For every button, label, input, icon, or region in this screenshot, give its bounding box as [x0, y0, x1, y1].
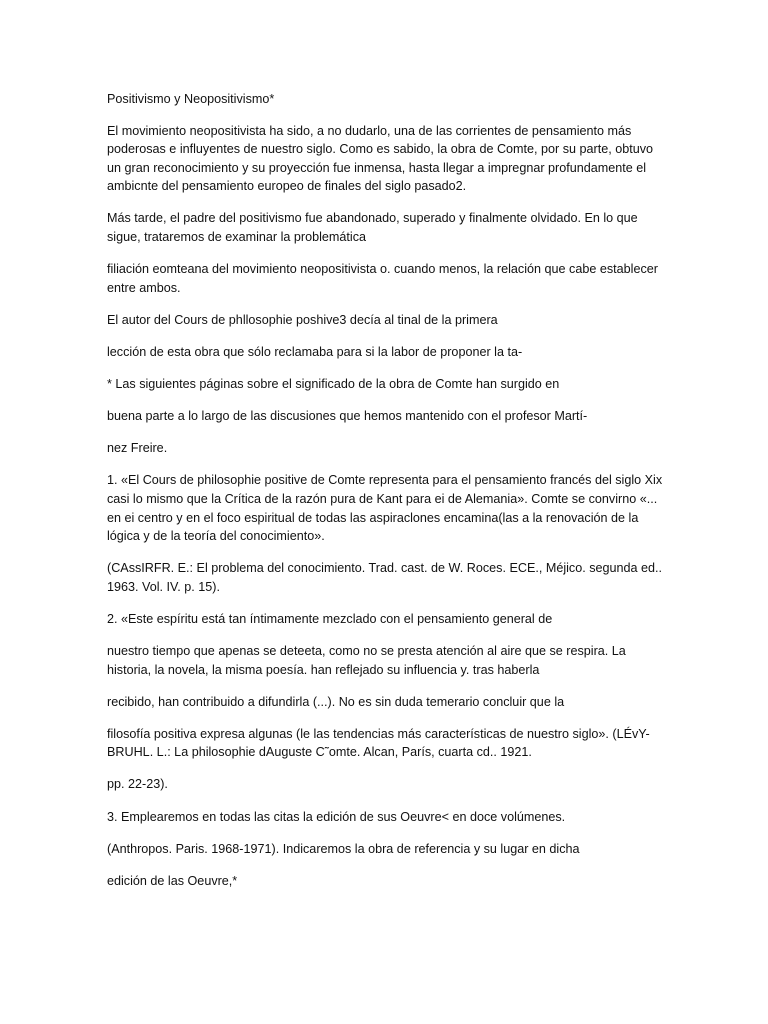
- footnote-3-end: edición de las Oeuvre,*: [107, 873, 238, 888]
- footnote-1-citation: (CAssIRFR. E.: El problema del conocimiento. Trad. cast. de W. Roces. ECE., Méjico. segunda ed.. 1963. Vol. IV. p. 15).: [107, 561, 663, 594]
- footnote-star-end: nez Freire.: [107, 441, 168, 456]
- paragraph: filiación eomteana del movimiento neopositivista o. cuando menos, la relación que cabe establecer entre ambos.: [107, 262, 658, 295]
- footnote-2-cont: filosofía positiva expresa algunas (le las tendencias más características de nuestro siglo». (LÉvY-BRUHL. L.: La philosophie dAuguste C˜omte. Alcan, París, cuarta cd.. 1921.: [107, 726, 650, 760]
- footnote-3-cont: (Anthropos. Paris. 1968-1971). Indicaremos la obra de referencia y su lugar en dicha: [107, 841, 580, 856]
- paragraph: Más tarde, el padre del positivismo fue abandonado, superado y finalmente olvidado. En lo que sigue, trataremos de examinar la problemática: [107, 211, 638, 245]
- footnote-2-pages: pp. 22-23).: [107, 777, 168, 792]
- paragraph: El autor del Cours de phllosophie poshive3 decía al tinal de la primera: [107, 312, 498, 327]
- footnote-star-cont: buena parte a lo largo de las discusiones que hemos mantenido con el profesor Martí-: [107, 409, 588, 424]
- footnote-1: 1. «El Cours de philosophie positive de Comte representa para el pensamiento francés del siglo Xix casi lo mismo que la Crítica de la razón pura de Kant para ei de Alemania». Comte se convirno «... en ei centro y en el foco espiritual de todas las aspiraclones encamina(las a la renovación de la lógica y de la teoría del conocimiento».: [107, 473, 663, 544]
- footnote-2: 2. «Este espíritu está tan íntimamente mezclado con el pensamiento general de: [107, 611, 553, 626]
- footnote-2-cont: recibido, han contribuido a difundirla (...). No es sin duda temerario concluir que la: [107, 694, 565, 709]
- paragraph: lección de esta obra que sólo reclamaba para si la labor de proponer la ta-: [107, 344, 523, 359]
- footnote-2-cont: nuestro tiempo que apenas se deteeta, como no se presta atención al aire que se respira. La historia, la novela, la misma poesía. han reflejado su influencia y. tras haberla: [107, 643, 626, 677]
- document-title: Positivismo y Neopositivismo*: [107, 92, 275, 106]
- paragraph-intro: El movimiento neopositivista ha sido, a no dudarlo, una de las corrientes de pensamiento más poderosas e influyentes de nuestro siglo. Como es sabido, la obra de Comte, por su parte, obtuvo un gran reconocimiento y su proyección fue inmensa, hasta llegar a impregnar profundamente el ambicnte del pensamiento europeo de finales del siglo pasado2.: [107, 123, 654, 194]
- footnote-star: * Las siguientes páginas sobre el significado de la obra de Comte han surgido en: [107, 377, 560, 392]
- footnote-3: 3. Emplearemos en todas las citas la edición de sus Oeuvre< en doce volúmenes.: [107, 809, 566, 824]
- document-page: [107, 90, 667, 904]
